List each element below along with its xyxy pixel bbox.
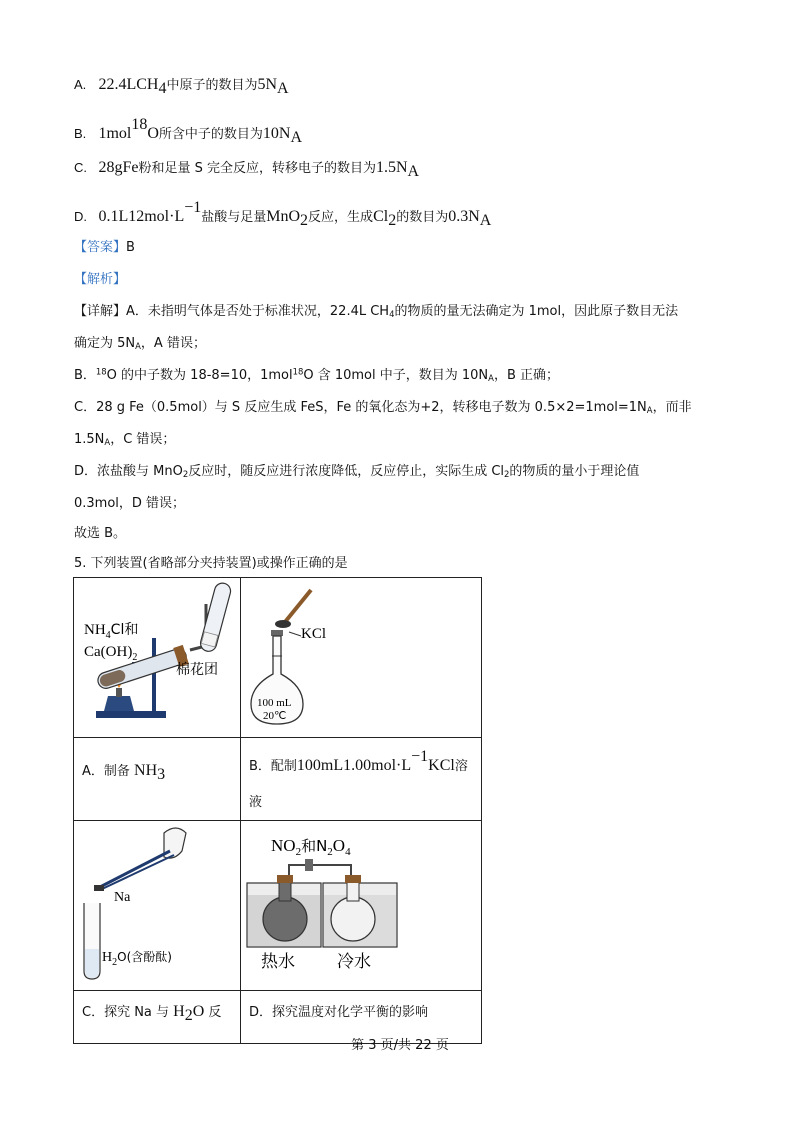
kcl-pointer (289, 632, 301, 636)
conclusion: 故选 B。 (74, 526, 127, 541)
caption-d: D．探究温度对化学平衡的影响 (241, 991, 482, 1044)
option-d: D. $0.1L12mol\cdot L^{-1}$盐酸与足量MnO$_2$反应，生成$Cl_2$的数目为$0.3N_A$ (74, 199, 492, 229)
burner-wick (116, 688, 122, 697)
option-label: B. (74, 125, 87, 141)
label-nh4cl: $NH_4Cl$和 (84, 622, 139, 641)
flask-light (331, 897, 375, 941)
stand-rod (152, 638, 156, 713)
label-cotton: 棉花团 (176, 662, 218, 678)
detail-c-line2: $1.5N_A$，C 错误； (74, 432, 176, 448)
analysis-tag: 【解析】 (74, 272, 127, 287)
label-flask-temp: 20℃ (263, 710, 287, 722)
label-na: Na (114, 890, 131, 905)
caption-c: C．探究 Na 与 $H_2O$ 反 (74, 991, 241, 1044)
flask-dark (263, 897, 307, 941)
option-label: A. (74, 77, 87, 92)
detail-d-line1: D．浓盐酸与 MnO$_2$反应时，随反应进行浓度降低，反应停止，实际生成 $Cl_2$的物质的量小于理论值 (74, 464, 640, 480)
figure-c-cell (74, 821, 241, 991)
detail-c-line1: C．28 g Fe（0.5mol）与 S 反应生成 FeS，Fe 的氧化态为+2，转移电子数为 $0.5\times 2=1mol=1N_A$，而非 (74, 400, 692, 416)
ammonia-apparatus-figure (74, 578, 240, 733)
volumetric-flask-figure (241, 578, 481, 733)
tweezers (100, 851, 170, 887)
tube-clip (305, 859, 313, 871)
stopper-right (345, 875, 361, 883)
detail-tag: 【详解】 (74, 304, 127, 319)
question-5-title: 5. 下列装置(省略部分夹持装置)或操作正确的是 (74, 556, 348, 571)
label-flask-volume: 100 mL (257, 697, 292, 709)
water-level (85, 949, 99, 978)
detail-d-line2: 0.3mol，D 错误； (74, 496, 186, 511)
detail-b-line: B．$^{18}$O 的中子数为 18-8=10，1mol$^{18}$O 含 10mol 中子，数目为 $10N_A$，B 正确； (74, 366, 560, 384)
figure-b-cell (241, 578, 482, 738)
connecting-tube (289, 865, 351, 881)
caption-a: A．制备 $NH_3$ (74, 738, 241, 821)
label-kcl: KCl (301, 626, 327, 642)
label-no2-n2o4: $NO_2$和$N_2O_4$ (271, 836, 351, 858)
option-c: C. 28gFe粉和足量 S 完全反应，转移电子的数目为$1.5N_A$ (74, 159, 420, 180)
page-footer: 第 3 页/共 22 页 (351, 1038, 449, 1053)
label-water: $H_2O$(含酚酞) (102, 950, 172, 968)
label-caoh2: $Ca(OH)_2$ (84, 644, 138, 663)
label-cold-water: 冷水 (337, 952, 371, 972)
detail-a-line2: 确定为 $5N_A$，A 错误； (74, 336, 206, 352)
option-label: D. (74, 208, 87, 224)
spatula (285, 590, 311, 622)
collection-tube (199, 581, 233, 653)
answer-tag: 【答案】 (74, 240, 127, 255)
detail-a-line1: 【详解】A．未指明气体是否处于标准状况，22.4L $CH_4$的物质的量无法确定为 1mol，因此原子数目无法 (74, 304, 679, 320)
sodium-piece (94, 885, 104, 891)
caption-b: B．配制$100mL1.00mol\cdot L^{-1}KCl$溶 液 (241, 738, 482, 821)
option-b: B. 1mol$^{18}$O所含中子的数目为$10N_A$ (74, 116, 303, 146)
figure-a-cell (74, 578, 241, 738)
label-hot-water: 热水 (261, 952, 295, 972)
figure-d-cell (241, 821, 482, 991)
stopper-left (277, 875, 293, 883)
option-label: C. (74, 160, 87, 175)
sodium-water-figure (74, 821, 240, 986)
alcohol-burner (104, 696, 134, 711)
analysis-line (74, 268, 126, 287)
flask-lip (271, 630, 283, 636)
answer-value: B (126, 240, 135, 255)
equilibrium-figure (241, 821, 481, 986)
spatula-head (275, 620, 291, 628)
apparatus-table (73, 577, 482, 1044)
answer-line (74, 236, 135, 255)
option-a: A. $22.4LCH_4$中原子的数目为$5N_A$ (74, 76, 289, 97)
